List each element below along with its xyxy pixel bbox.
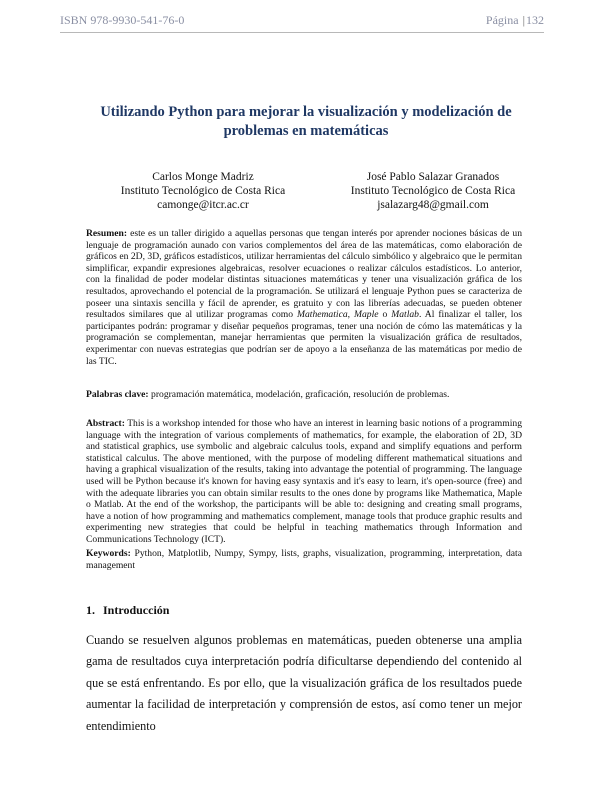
- author-institution: Instituto Tecnológico de Costa Rica: [350, 185, 516, 197]
- palabras-clave-paragraph: [86, 389, 522, 401]
- abstract-text: This is a workshop intended for those who have an interest in learning basic notions of a programming language with the integration of various complements of mathematics, for example, the elaboration of 2D, 3D and statistical graphics, use symbolic and algebraic calculus tools, expand and simplify equations and perform statistical calculus. The above mentioned, with the purpose of modeling different mathematical situations and having a graphical visualization of the results, taking into advantage the potential of programming. The language used will be Python because it's known for having easy syntaxis and it's easy to learn, it's open-source (free) and with the adequate libraries you can obtain similar results to the ones done by programs like Mathematica, Maple o Matlab. At the end of the workshop, the participants will be able to: designing and creating small programs, have a notion of how programming and mathematics complement, manage tools that produce graphic results and experimenting new strategies that could be helpful in teaching mathematics through Information and Communications Technology (ICT).: [86, 418, 522, 545]
- resumen-paragraph: [86, 228, 522, 367]
- author-1: [88, 170, 318, 212]
- resumen-text-2: . Al finalizar el taller, los participantes podrán: programar y diseñar pequeños programas, tener una noción de cómo las matemáticas y la programación se complementan, manejar herramientas que permiten la visualización gráfica de resultados, experimentar con nuevas estrategias que podrían ser de apoyo a la enseñanza de las matemáticas por medio de las TIC.: [86, 309, 523, 367]
- header-rule: [60, 32, 544, 33]
- page-label: Página: [485, 13, 519, 27]
- author-institution: Instituto Tecnológico de Costa Rica: [120, 185, 286, 197]
- palabras-clave-label: Palabras clave:: [86, 389, 149, 400]
- page-separator: |: [522, 13, 525, 27]
- page-number: 132: [526, 13, 544, 27]
- program-matlab: Matlab: [391, 309, 419, 321]
- resumen-sep: ,: [347, 309, 351, 321]
- section-number: 1.: [86, 603, 95, 617]
- resumen-conj: o: [382, 309, 388, 321]
- body-paragraph: Cuando se resuelven algunos problemas en matemáticas, pueden obtenerse una amplia gama de resultados cuya interpretación podría dificultarse dependiendo del contenido al que se está enfrentando. Es por ello, que la visualización gráfica de los resultados puede aumentar la facilidad de interpretación y comprensión de estos, así como tener un mejor entendimiento: [86, 633, 522, 733]
- author-name: José Pablo Salazar Granados: [366, 171, 500, 183]
- program-maple: Maple: [354, 309, 379, 321]
- author-email: jsalazarg48@gmail.com: [377, 199, 489, 211]
- isbn-label: ISBN 978-9930-541-76-0: [60, 13, 185, 27]
- keywords-paragraph: [86, 548, 522, 571]
- resumen-text-1: este es un taller dirigido a aquellas personas que tengan interés por aprender nociones básicas de un lenguaje de programación aunado con varios complementos del área de las matemáticas, como elaboración de gráficos en 2D, 3D, gráficos estadísticos, utilizar herramientas del cálculo simbólico y algebraico que le permitan simplificar, expandir expresiones algebraicas, resolver ecuaciones o realizar cálculos estadísticos. Lo anterior, con la finalidad de poder modelar distintas situaciones matemáticas y tener una visualización gráfica de los resultados, aprovechando el potencial de la programación. Se utilizará el lenguaje Python pues se caracteriza de poseer una sintaxis sencilla y fácil de aprender, es gratuito y con las librerías adecuadas, se pueden obtener resultados similares que al utilizar programas como: [86, 228, 522, 321]
- author-name: Carlos Monge Madriz: [152, 171, 254, 183]
- palabras-clave-text: programación matemática, modelación, graficación, resolución de problemas.: [151, 389, 450, 400]
- section-title: Introducción: [103, 603, 170, 617]
- author-email: camonge@itcr.ac.cr: [157, 199, 249, 211]
- page-indicator: [486, 13, 544, 28]
- program-mathematica: Mathematica: [297, 309, 348, 321]
- keywords-label: Keywords:: [86, 548, 131, 559]
- keywords-text: Python, Matplotlib, Numpy, Sympy, lists, graphs, visualization, programming, interpretation, data management: [86, 548, 522, 571]
- resumen-label: Resumen:: [86, 228, 128, 239]
- author-block: [60, 170, 544, 215]
- section-heading-introduccion: [86, 603, 169, 618]
- abstract-paragraph: [86, 418, 522, 546]
- paper-title: Utilizando Python para mejorar la visualización y modelización de problemas en matemáticas: [100, 104, 512, 139]
- abstract-label: Abstract:: [86, 418, 125, 429]
- author-2: [318, 170, 548, 212]
